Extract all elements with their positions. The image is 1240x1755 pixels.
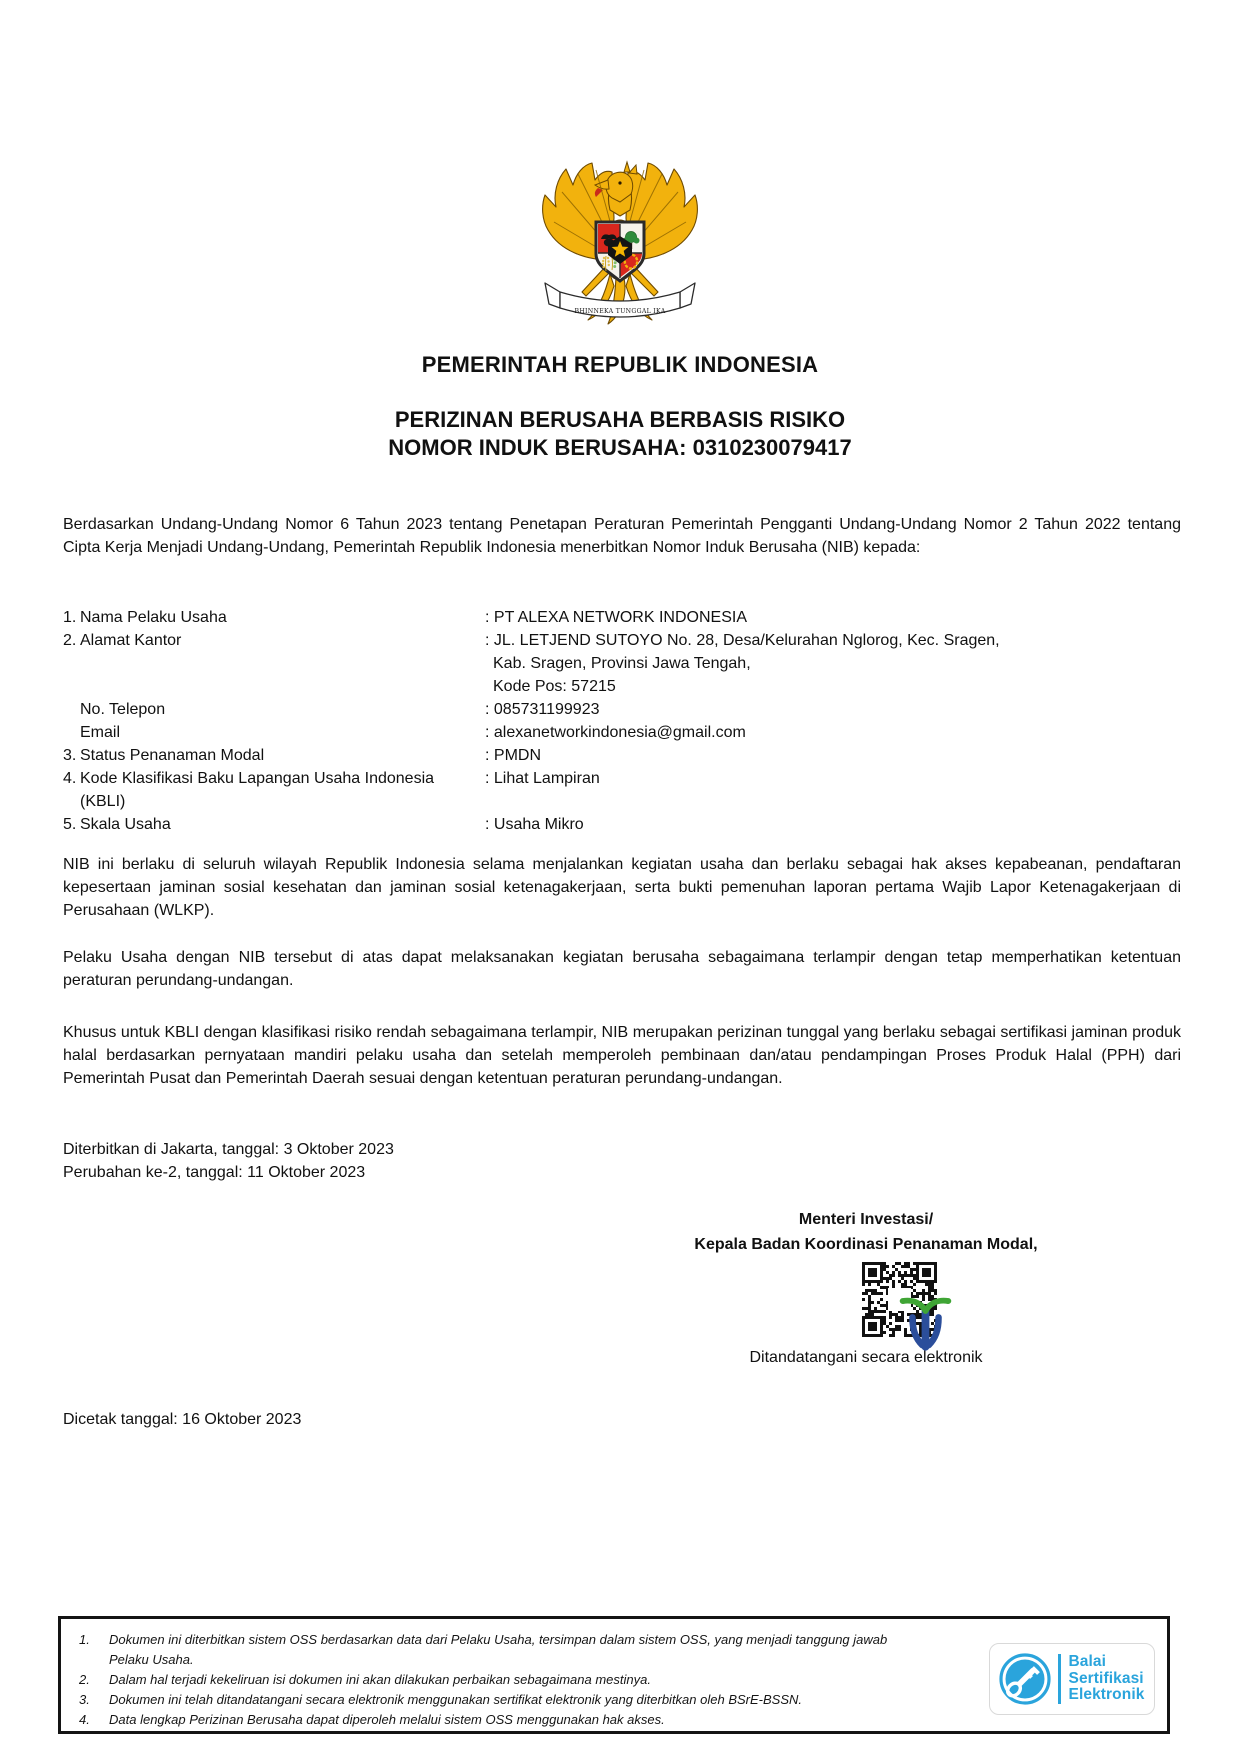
field-number: 2.	[63, 632, 77, 649]
note-text: Data lengkap Perizinan Berusaha dapat diperoleh melalui sistem OSS menggunakan hak akses.	[109, 1712, 665, 1727]
bsre-logo-line1: Balai	[1068, 1653, 1107, 1671]
field-value: : Usaha Mikro	[485, 816, 584, 833]
field-value: : PMDN	[485, 747, 541, 764]
footer-notes-box	[58, 1616, 1170, 1734]
key-icon	[999, 1653, 1051, 1705]
field-value: Kab. Sragen, Provinsi Jawa Tengah,	[493, 655, 751, 672]
bsre-logo-text	[1069, 1654, 1145, 1704]
field-number: 1.	[63, 609, 77, 626]
logo-divider	[1058, 1654, 1061, 1704]
print-date: Dicetak tanggal: 16 Oktober 2023	[63, 1411, 302, 1428]
field-row	[63, 744, 1181, 767]
field-label: No. Telepon	[80, 701, 166, 718]
field-number: 3.	[63, 747, 77, 764]
note-number: 1.	[79, 1632, 90, 1647]
field-row	[63, 813, 1181, 836]
signatory-title-2: Kepala Badan Koordinasi Penanaman Modal,	[694, 1236, 1038, 1253]
field-value: : PT ALEXA NETWORK INDONESIA	[485, 609, 747, 626]
note-number: 4.	[79, 1712, 90, 1727]
paragraph-halal-certification: Khusus untuk KBLI dengan klasifikasi risiko rendah sebagaimana terlampir, NIB merupakan perizinan tunggal yang berlaku sebagai sertifikasi jaminan produk halal berdasarkan pernyataan mandiri pelaku usaha dan setelah memperoleh pembinaan dan/atau pendampingan Proses Produk Halal (PPH) dari Pemerintah Pusat dan Pemerintah Daerah sesuai dengan ketentuan peraturan perundang-undangan.	[63, 1024, 1181, 1087]
garuda-pancasila-emblem	[540, 158, 700, 328]
intro-paragraph: Berdasarkan Undang-Undang Nomor 6 Tahun 2023 tentang Penetapan Peraturan Pemerintah Pengganti Undang-Undang Nomor 2 Tahun 2022 tentang Cipta Kerja Menjadi Undang-Undang, Pemerintah Republik Indonesia menerbitkan Nomor Induk Berusaha (NIB) kepada:	[63, 516, 1181, 556]
note-text: Dokumen ini telah ditandatangani secara elektronik menggunakan sertifikat elektronik yang diterbitkan oleh BSrE-BSSN.	[109, 1692, 802, 1707]
bsre-logo-line2: Sertifikasi	[1068, 1669, 1144, 1687]
business-fields-list	[63, 606, 1181, 836]
field-label: Email	[80, 724, 121, 741]
emblem-motto: BHINNEKA TUNGGAL IKA	[574, 308, 666, 315]
field-row	[63, 606, 1181, 629]
paragraph-nib-scope: NIB ini berlaku di seluruh wilayah Republik Indonesia selama menjalankan kegiatan usaha dan berlaku sebagai hak akses kepabeanan, pendaftaran kepesertaan jaminan sosial kesehatan dan jaminan sosial ketenagakerjaan, serta bukti pemenuhan laporan pertama Wajib Lapor Ketenagakerjaan di Perusahaan (WLKP).	[63, 856, 1181, 919]
field-value: : Lihat Lampiran	[485, 770, 600, 787]
document-title-line: PERIZINAN BERUSAHA BERBASIS RISIKO	[394, 407, 846, 432]
note-text: Dalam hal terjadi kekeliruan isi dokumen ini akan dilakukan perbaikan sebagaimana mestinya.	[109, 1672, 651, 1687]
field-row	[63, 698, 1181, 721]
field-label: Alamat Kantor	[80, 632, 182, 649]
issue-dates	[63, 1138, 394, 1184]
field-label: (KBLI)	[80, 793, 126, 810]
field-row	[63, 675, 1181, 698]
note-number: 2.	[79, 1672, 90, 1687]
signature-block	[616, 1207, 1116, 1369]
signatory-title-1: Menteri Investasi/	[798, 1211, 934, 1228]
field-number: 4.	[63, 770, 77, 787]
qr-center-logo-icon	[888, 1288, 911, 1311]
field-label: Skala Usaha	[80, 816, 171, 833]
government-name: PEMERINTAH REPUBLIK INDONESIA	[421, 352, 819, 377]
field-value: Kode Pos: 57215	[493, 678, 616, 695]
issued-place-date: Diterbitkan di Jakarta, tanggal: 3 Oktober 2023	[63, 1141, 394, 1158]
field-row	[63, 767, 1181, 790]
field-value: : alexanetworkindonesia@gmail.com	[485, 724, 746, 741]
bsre-logo-line3: Elektronik	[1068, 1686, 1145, 1704]
document-title	[0, 406, 1240, 462]
field-value: : JL. LETJEND SUTOYO No. 28, Desa/Kelurahan Nglorog, Kec. Sragen,	[485, 632, 1000, 649]
field-row	[63, 652, 1181, 675]
field-row	[63, 721, 1181, 744]
nib-number-line: NOMOR INDUK BERUSAHA: 0310230079417	[388, 435, 852, 460]
field-number: 5.	[63, 816, 77, 833]
field-row	[63, 790, 1181, 813]
note-text: Dokumen ini diterbitkan sistem OSS berdasarkan data dari Pelaku Usaha, tersimpan dalam sistem OSS, yang menjadi tanggung jawab Pelaku Usaha.	[109, 1632, 888, 1667]
qr-code	[862, 1262, 937, 1337]
field-label: Kode Klasifikasi Baku Lapangan Usaha Indonesia	[80, 770, 435, 787]
note-number: 3.	[79, 1692, 90, 1707]
field-label: Nama Pelaku Usaha	[80, 609, 227, 626]
esign-caption: Ditandatangani secara elektronik	[749, 1349, 983, 1366]
bsre-logo	[989, 1643, 1155, 1715]
field-label: Status Penanaman Modal	[80, 747, 265, 764]
revision-date: Perubahan ke-2, tanggal: 11 Oktober 2023	[63, 1164, 366, 1181]
paragraph-business-activity: Pelaku Usaha dengan NIB tersebut di atas dapat melaksanakan kegiatan berusaha sebagaimana terlampir dengan tetap memperhatikan ketentuan peraturan perundang-undangan.	[63, 949, 1181, 989]
field-row	[63, 629, 1181, 652]
field-value: : 085731199923	[485, 701, 600, 718]
